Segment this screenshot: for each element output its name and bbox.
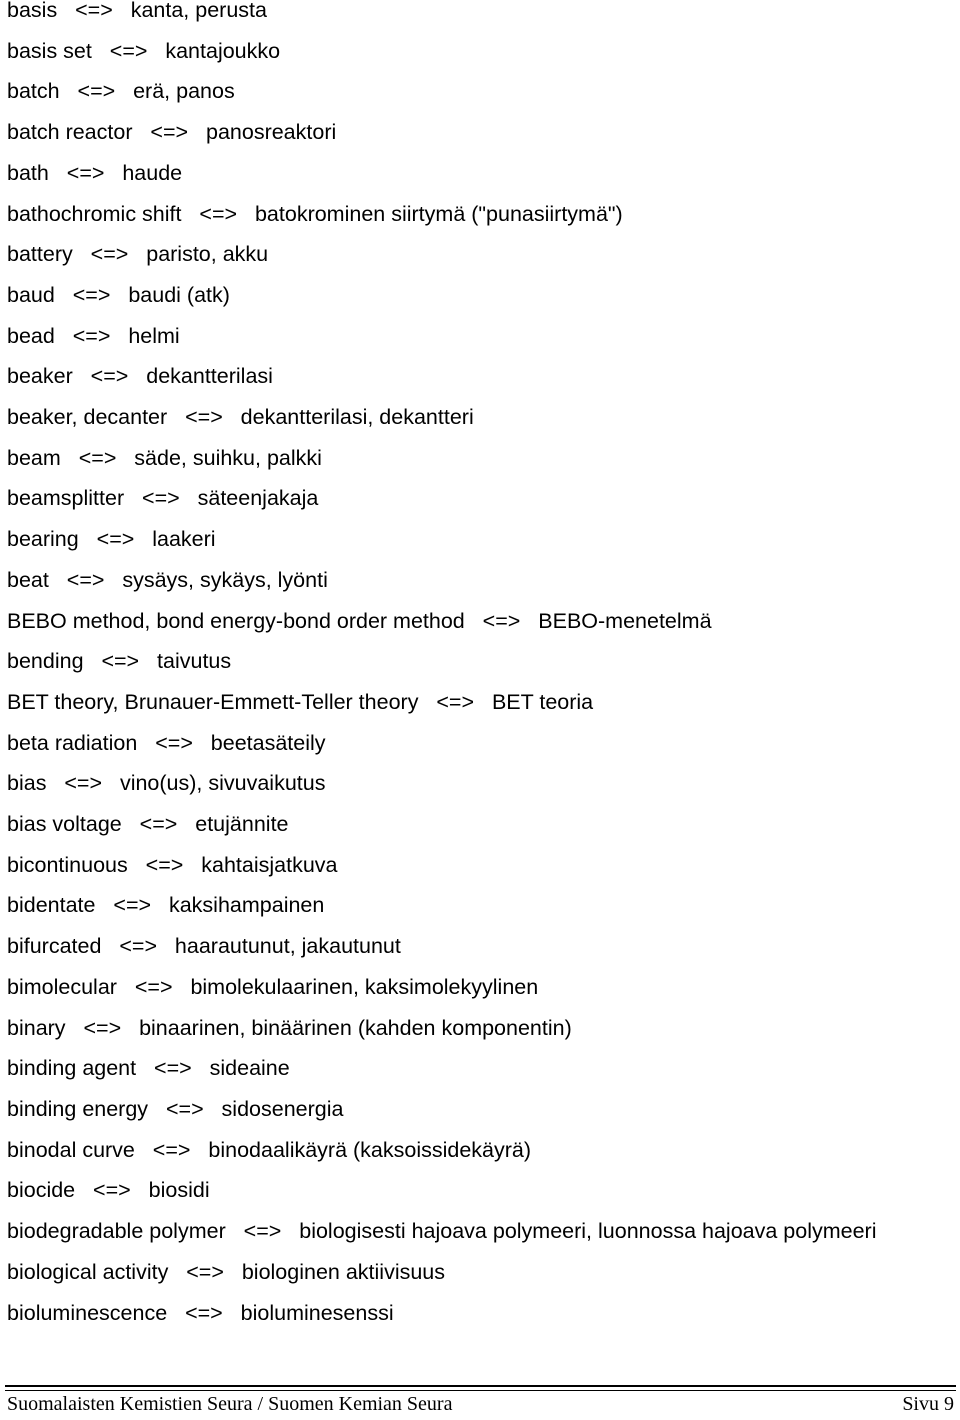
- glossary-entry: bath <=> haude: [7, 160, 183, 185]
- glossary-entry: bias voltage <=> etujännite: [7, 812, 289, 837]
- glossary-entry: biodegradable polymer <=> biologisesti hajoava polymeeri, luonnossa hajoava polymeeri: [7, 1219, 877, 1244]
- footer-divider: [5, 1385, 956, 1387]
- glossary-entry: bathochromic shift <=> batokrominen siirtymä ("punasiirtymä"): [7, 201, 623, 226]
- glossary-entry: basis set <=> kantajoukko: [7, 38, 281, 63]
- glossary-entry: binding agent <=> sideaine: [7, 1056, 290, 1081]
- footer-organization: Suomalaisten Kemistien Seura / Suomen Kemian Seura: [7, 1393, 453, 1415]
- glossary-entry: bicontinuous <=> kahtaisjatkuva: [7, 852, 338, 877]
- glossary-entry: bead <=> helmi: [7, 323, 180, 348]
- glossary-entry: binodal curve <=> binodaalikäyrä (kaksoissidekäyrä): [7, 1137, 532, 1162]
- glossary-entry: bending <=> taivutus: [7, 649, 232, 674]
- glossary-entry: baud <=> baudi (atk): [7, 282, 230, 307]
- glossary-entry: beam <=> säde, suihku, palkki: [7, 445, 322, 470]
- glossary-entry: beat <=> sysäys, sykäys, lyönti: [7, 567, 328, 592]
- glossary-entry: bifurcated <=> haarautunut, jakautunut: [7, 934, 401, 959]
- glossary-entry: BEBO method, bond energy-bond order method <=> BEBO-menetelmä: [7, 608, 712, 633]
- page-number: Sivu 9: [902, 1393, 954, 1415]
- glossary-entry: beaker, decanter <=> dekantterilasi, dekantteri: [7, 405, 474, 430]
- glossary-entry: beamsplitter <=> säteenjakaja: [7, 486, 319, 511]
- glossary-entry: bias <=> vino(us), sivuvaikutus: [7, 771, 326, 796]
- glossary-entry: BET theory, Brunauer-Emmett-Teller theory <=> BET teoria: [7, 689, 594, 714]
- glossary-entry: bioluminescence <=> bioluminesenssi: [7, 1300, 394, 1325]
- glossary-entry: biocide <=> biosidi: [7, 1178, 210, 1203]
- glossary-entry: batch reactor <=> panosreaktori: [7, 120, 337, 145]
- glossary-entry: bearing <=> laakeri: [7, 527, 216, 552]
- glossary-entry: bidentate <=> kaksihampainen: [7, 893, 325, 918]
- glossary-entry: batch <=> erä, panos: [7, 79, 235, 104]
- glossary-entry: binding energy <=> sidosenergia: [7, 1096, 344, 1121]
- glossary-entry: beta radiation <=> beetasäteily: [7, 730, 326, 755]
- glossary-entry: bimolecular <=> bimolekulaarinen, kaksimolekyylinen: [7, 974, 539, 999]
- glossary-entry: battery <=> paristo, akku: [7, 242, 269, 267]
- glossary-entry: biological activity <=> biologinen aktiivisuus: [7, 1259, 446, 1284]
- page-footer: [7, 1391, 954, 1417]
- glossary-entry: binary <=> binaarinen, binäärinen (kahden komponentin): [7, 1015, 572, 1040]
- glossary-entries: [7, 0, 952, 1333]
- glossary-entry: basis <=> kanta, perusta: [7, 0, 267, 22]
- glossary-entry: beaker <=> dekantterilasi: [7, 364, 273, 389]
